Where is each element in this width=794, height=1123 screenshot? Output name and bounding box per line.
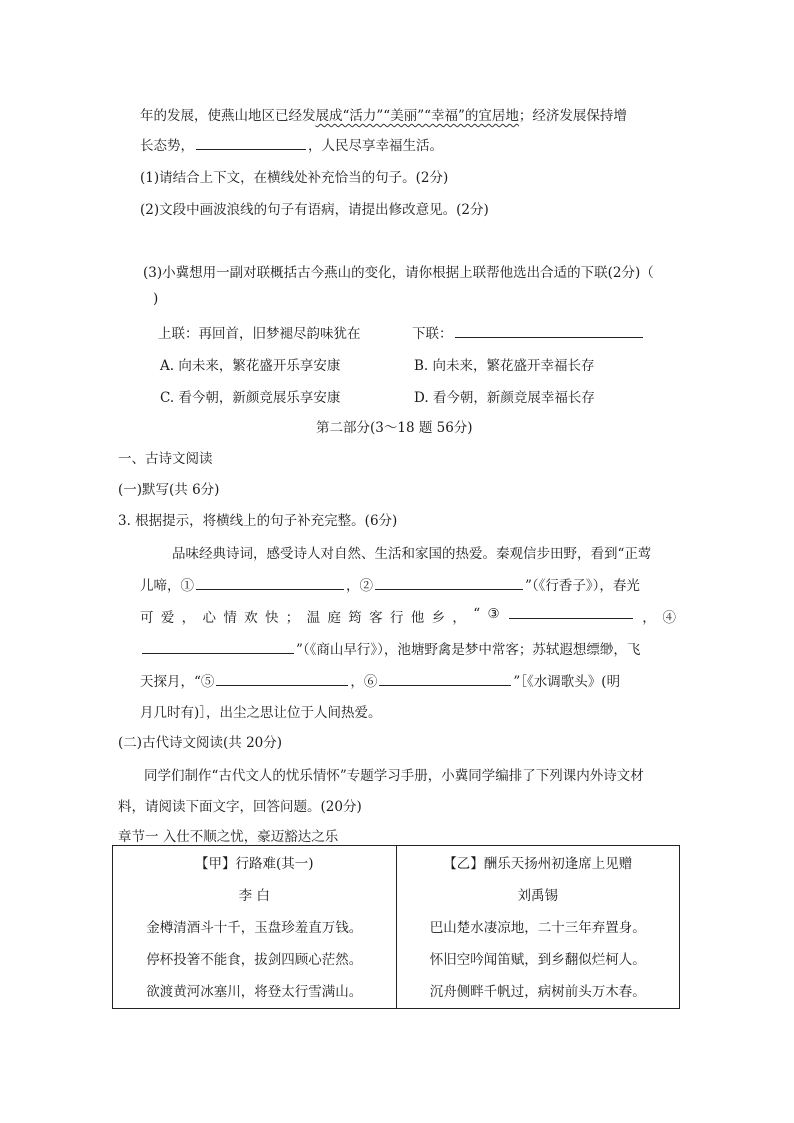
- question-heading: 3. 根据提示，将横线上的句子补充完整。(6分): [118, 513, 398, 529]
- answer-blank[interactable]: [509, 606, 633, 619]
- intro2-line-1: 同学们制作“古代文人的忧乐情怀”专题学习手册，小冀同学编排了下列课内外诗文材: [144, 768, 644, 784]
- intro-line-2: [140, 134, 443, 154]
- poem-b-cell: [396, 846, 680, 1009]
- para-char: 乡: [431, 610, 446, 626]
- para-char: “: [473, 606, 481, 622]
- intro-text: 长态势，: [140, 138, 194, 154]
- para-char: 他: [410, 610, 425, 626]
- para-line-1: 品味经典诗词，感受诗人对自然、生活和家国的热爱。秦观信步田野，看到“正莺: [172, 546, 652, 562]
- part-title: 第二部分(3～18 题 56分): [316, 420, 473, 436]
- answer-blank[interactable]: [375, 577, 523, 590]
- para-char: ，: [181, 610, 196, 626]
- para-text: ，②: [346, 578, 373, 594]
- couplet-lower: [412, 322, 645, 342]
- answer-blank[interactable]: [216, 673, 348, 686]
- chapter-heading: 章节一 入仕不顺之忧，豪迈豁达之乐: [118, 829, 339, 845]
- option-c[interactable]: C. 看今朝，新颜竞展乐享安康: [160, 390, 341, 406]
- poem-b-title: 【乙】酬乐天扬州初逢席上见赠: [443, 856, 633, 872]
- para-text: ”［《水调歌头》(明: [513, 674, 621, 690]
- option-d[interactable]: D. 看今朝，新颜竞展幸福长存: [414, 390, 595, 406]
- para-line-4: [140, 638, 640, 658]
- para-char: 爱: [160, 610, 175, 626]
- answer-blank[interactable]: [379, 673, 511, 686]
- para-text: 天探月，“⑤: [140, 674, 215, 690]
- para-char: 温: [306, 610, 321, 626]
- answer-blank[interactable]: [142, 641, 294, 654]
- subsection-heading: (二)古代诗文阅读(共 20分): [118, 735, 283, 751]
- intro-line-1: [140, 104, 627, 124]
- subsection-heading: (一)默写(共 6分): [118, 482, 220, 498]
- para-text: ，⑥: [350, 674, 378, 690]
- poem-b-line: 怀旧空吟闻笛赋，到乡翻似烂柯人。: [429, 952, 646, 968]
- para-text: ”（《行香子》），春光: [525, 578, 640, 594]
- para-char: 心: [202, 610, 216, 626]
- intro2-line-2: 料，请阅读下面文字，回答问题。(20分): [118, 799, 362, 815]
- answer-blank[interactable]: [196, 137, 306, 150]
- para-text: ”（《商山早行》），池塘野禽是梦中常客；苏轼遐想缥缈，飞: [296, 642, 641, 658]
- para-text: ， ④: [642, 610, 676, 626]
- poem-b-line: 沉舟侧畔千帆过，病树前头万木春。: [429, 984, 646, 1000]
- poem-a-line: 欲渡黄河冰塞川，将登太行雪满山。: [146, 984, 363, 1000]
- couplet-lower-label: 下联：: [412, 326, 453, 342]
- para-char: 行: [389, 610, 404, 626]
- para-char: 客: [369, 610, 383, 626]
- para-line-3: [140, 606, 676, 626]
- couplet-upper: 上联：再回首，旧梦褪尽韵味犹在: [158, 326, 361, 342]
- para-text: 儿啼，①: [140, 578, 194, 594]
- intro-text: 年的发展，使燕山地区已经发: [140, 108, 316, 124]
- para-char: 可: [140, 610, 154, 626]
- poem-table: [112, 845, 680, 1009]
- wavy-sentence: 展成“活力”“美丽”“幸福”的宜居地: [315, 108, 519, 124]
- para-char: 快: [264, 610, 279, 626]
- para-line-2: [140, 574, 640, 594]
- poem-a-title: 【甲】行路难(其一): [194, 856, 314, 872]
- para-char: 欢: [244, 610, 258, 626]
- intro-text: ；经济发展保持增: [518, 108, 627, 124]
- option-b[interactable]: B. 向未来，繁花盛开幸福长存: [414, 358, 595, 374]
- question-3-paren: ): [153, 291, 159, 307]
- poem-a-author: 李 白: [238, 888, 270, 904]
- intro-text: ，人民尽享幸福生活。: [308, 138, 443, 154]
- para-char: 筠: [348, 610, 362, 626]
- question-3: (3)小冀想用一副对联概括古今燕山的变化，请你根据上联帮他选出合适的下联(2分)（: [143, 265, 654, 281]
- poem-b-line: 巴山楚水凄凉地，二十三年弃置身。: [429, 920, 646, 936]
- poem-a-line: 金樽清酒斗十千，玉盘珍羞直万钱。: [146, 920, 363, 936]
- para-char: ③: [487, 606, 500, 622]
- poem-a-cell: [113, 846, 397, 1009]
- para-char: ，: [452, 610, 466, 626]
- answer-blank[interactable]: [455, 325, 643, 338]
- question-2: (2)文段中画波浪线的句子有语病，请提出修改意见。(2分): [140, 202, 489, 218]
- para-char: 情: [223, 610, 237, 626]
- question-1: (1)请结合上下文，在横线处补充恰当的句子。(2分): [140, 170, 449, 186]
- para-line-5: [140, 670, 620, 690]
- answer-blank[interactable]: [196, 577, 344, 590]
- para-char: 庭: [327, 610, 341, 626]
- section-heading: 一、古诗文阅读: [118, 451, 213, 467]
- para-line-6: 月几时有)］，出尘之思让位于人间热爱。: [140, 705, 382, 721]
- option-a[interactable]: A. 向未来，繁花盛开乐享安康: [160, 358, 341, 374]
- poem-b-author: 刘禹锡: [517, 888, 558, 904]
- poem-a-line: 停杯投箸不能食，拔剑四顾心茫然。: [146, 952, 363, 968]
- para-char: ；: [285, 610, 300, 626]
